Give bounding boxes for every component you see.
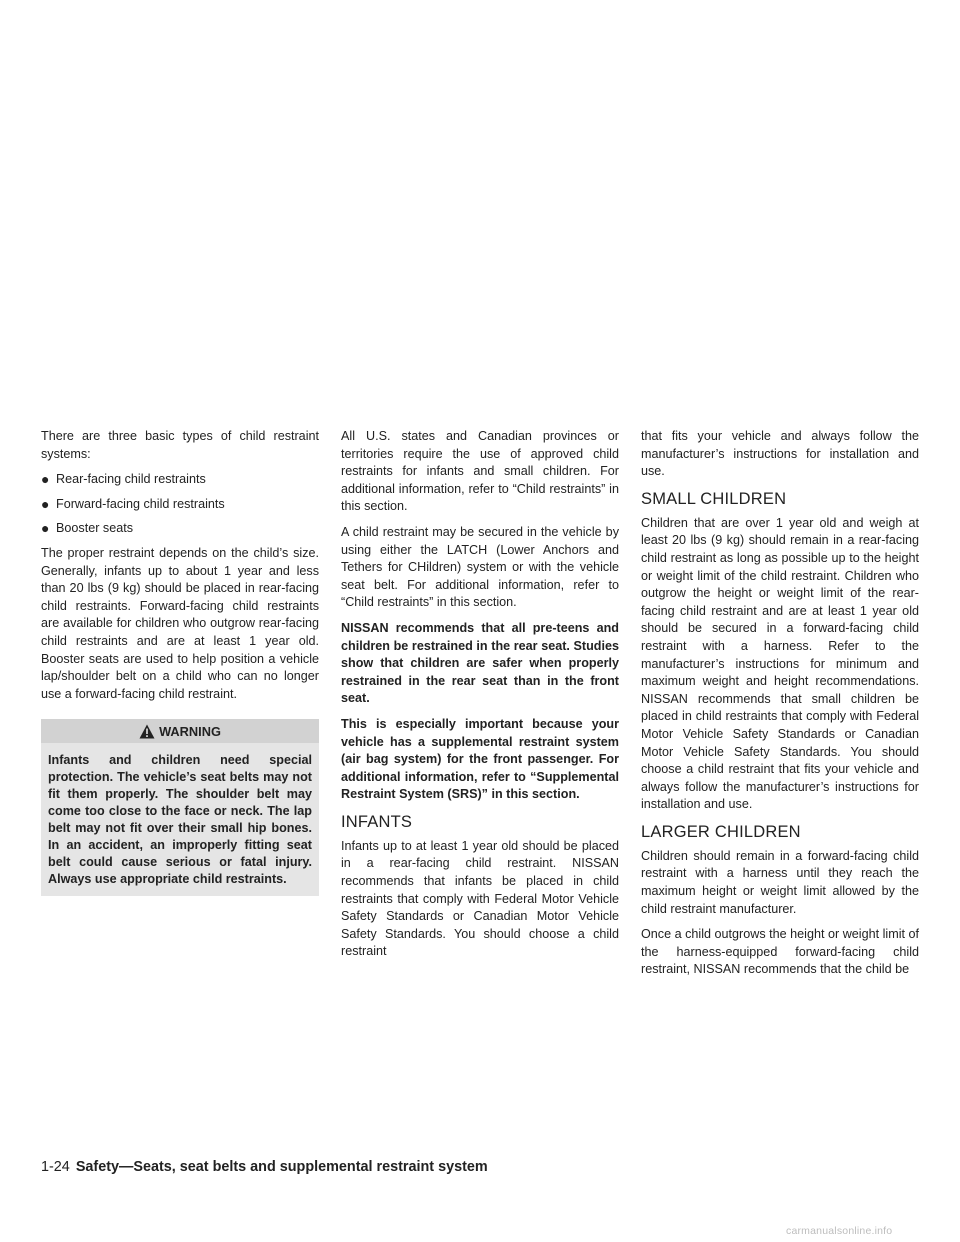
- intro-paragraph: There are three basic types of child restraint systems:: [41, 429, 319, 461]
- restraint-body-paragraph: The proper restraint depends on the child’s size. Generally, infants up to about 1 year and less than 20 lbs (9 kg) should be placed in rear-facing child restraints. Forward-facing child restraints are available for children who outgrow rear-facing child restraints and are at least 1 year old. Booster seats are used to help position a vehicle lap/shoulder belt on a child who can no longer use a forward-facing child restraint.: [41, 545, 319, 701]
- bullet-icon: ●: [41, 495, 50, 512]
- column-1: [41, 428, 319, 896]
- latch-paragraph: A child restraint may be secured in the vehicle by using either the LATCH (Lower Anchors and Tethers for CHildren) system or with the vehicle seat belt. For additional information, refer to “Child restraints” in this section.: [341, 524, 619, 610]
- srs-note: This is especially important because your vehicle has a supplemental restraint system (air bag system) for the front passenger. For additional information, refer to “Supplemental Restraint System (SRS)” in this section.: [341, 716, 619, 802]
- bullet-icon: ●: [41, 471, 50, 488]
- warning-text: Infants and children need special protection. The vehicle’s seat belts may not fit them properly. The shoulder belt may come too close to the face or neck. The lap belt may not fit over their small hip bones. In an accident, an improperly fitting seat belt could cause serious or fatal injury. Always use appropriate child restraints.: [41, 743, 319, 896]
- list-item: ● Forward-facing child restraints: [41, 495, 225, 512]
- small-children-paragraph: Children that are over 1 year old and weigh at least 20 lbs (9 kg) should remain in a rear-facing child restraint as long as possible up to the height or weight limit of the child restraint. Children who outgrow the height or weight limit of the rear-facing child restraint and are at least 1 year old should be secured in a forward-facing child restraint with a harness. Refer to the manufacturer’s instructions for minimum and maximum weight and height recommendations. NISSAN recommends that small children be placed in child restraints that comply with Federal Motor Vehicle Safety Standards or Canadian Motor Vehicle Safety Standards. You should choose a child restraint that fits your vehicle and always follow the manufacturer’s instructions for installation and use.: [641, 515, 919, 812]
- continuation-paragraph: that fits your vehicle and always follow the manufacturer’s instructions for installation and use.: [641, 429, 919, 479]
- requirements-paragraph: All U.S. states and Canadian provinces or territories require the use of approved child restraints for infants and small children. For additional information, refer to “Child restraints” in this section.: [341, 429, 619, 514]
- column-3: [641, 428, 919, 987]
- infants-paragraph: Infants up to at least 1 year old should be placed in a rear-facing child restraint. NISSAN recommends that infants be placed in child restraints that comply with Federal Motor Vehicle Safety Standards or Canadian Motor Vehicle Safety Standards. You should choose a child restraint: [341, 838, 619, 959]
- rear-seat-recommendation: NISSAN recommends that all pre-teens and children be restrained in the rear seat. Studies show that children are safer when properly restrained in the rear seat than in the front seat.: [341, 620, 619, 706]
- bullet-icon: ●: [41, 520, 50, 537]
- larger-children-heading: LARGER CHILDREN: [641, 822, 801, 841]
- page-footer: [41, 1158, 488, 1176]
- list-item: ● Rear-facing child restraints: [41, 471, 206, 488]
- infants-heading: INFANTS: [341, 812, 413, 831]
- small-children-heading: SMALL CHILDREN: [641, 489, 787, 508]
- warning-header: [41, 719, 319, 743]
- page-number: 1-24: [41, 1159, 70, 1175]
- list-item: ● Booster seats: [41, 520, 134, 537]
- warning-triangle-icon: [139, 724, 155, 739]
- restraint-types-list: [41, 471, 319, 538]
- column-2: [341, 428, 619, 969]
- larger-children-paragraph-1: Children should remain in a forward-facing child restraint with a harness until they reach the maximum height or weight limit allowed by the child restraint manufacturer.: [641, 848, 919, 916]
- section-title: Safety—Seats, seat belts and supplemental restraint system: [75, 1159, 488, 1175]
- larger-children-paragraph-2: Once a child outgrows the height or weight limit of the harness-equipped forward-facing child restraint, NISSAN recommends that the child be: [641, 927, 919, 977]
- warning-title: WARNING: [159, 723, 221, 739]
- warning-box: [41, 719, 319, 896]
- watermark: carmanualsonline.info: [786, 1225, 893, 1237]
